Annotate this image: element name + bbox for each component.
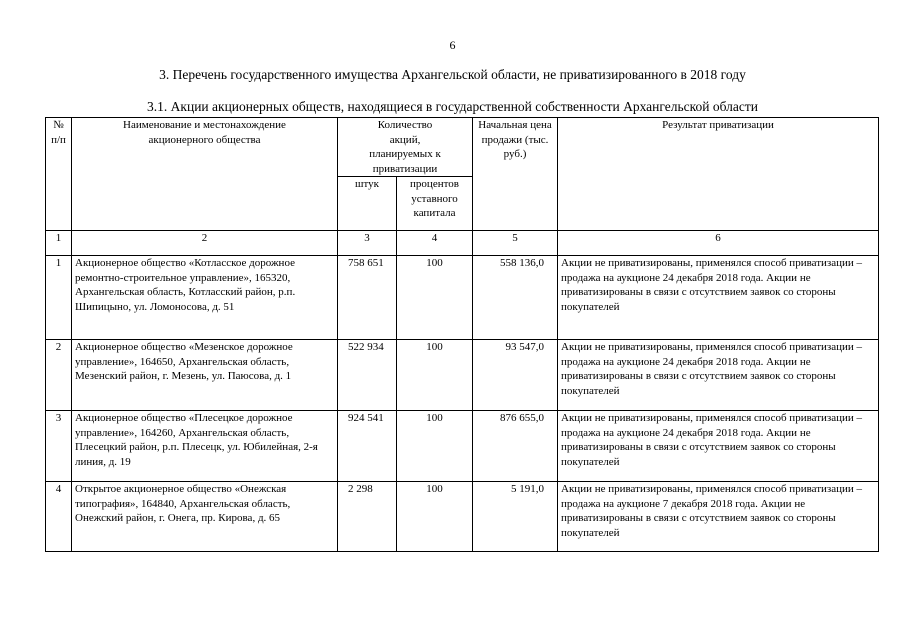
column-number: 1 — [46, 231, 72, 256]
row-company-name: Акционерное общество «Плесецкое дорожное управление», 164260, Архангельская область, Плесецкий район, р.п. Плесецк, ул. Юбилейная, 2-я линия, д. 19 — [72, 411, 338, 482]
header-price: Начальная цена продажи (тыс. руб.) — [473, 118, 558, 231]
header-quantity-text: Количество акций, планируемых к приватизации — [369, 119, 441, 175]
row-result: Акции не приватизированы, применялся способ приватизации – продажа на аукционе 24 декабря 2018 года. Акции не приватизированы в связи с отсутствием заявок со стороны покупателей — [558, 256, 879, 340]
row-shares: 758 651 — [338, 256, 397, 340]
row-num: 1 — [46, 256, 72, 340]
header-quantity — [338, 118, 473, 177]
table-row — [46, 482, 879, 552]
row-shares: 924 541 — [338, 411, 397, 482]
row-shares: 2 298 — [338, 482, 397, 552]
column-number: 4 — [397, 231, 473, 256]
column-number: 6 — [558, 231, 879, 256]
row-num: 4 — [46, 482, 72, 552]
row-company-name: Открытое акционерное общество «Онежская типография», 164840, Архангельская область, Онежский район, г. Онега, пр. Кирова, д. 65 — [72, 482, 338, 552]
row-percent: 100 — [397, 256, 473, 340]
page-number: 6 — [449, 38, 456, 52]
header-result: Результат приватизации — [558, 118, 879, 231]
row-company-name: Акционерное общество «Котласское дорожное ремонтно-строительное управление», 165320, Архангельская область, Котласский район, р.п. Шипицыно, ул. Ломоносова, д. 51 — [72, 256, 338, 340]
table-row — [46, 411, 879, 482]
header-name-text: Наименование и местонахождение акционерного общества — [123, 119, 286, 146]
row-shares: 522 934 — [338, 340, 397, 411]
table-row — [46, 256, 879, 340]
row-company-name: Акционерное общество «Мезенское дорожное управление», 164650, Архангельская область, Мезенский район, г. Мезень, ул. Паюсова, д. 1 — [72, 340, 338, 411]
header-percent-text: процентов уставного капитала — [410, 178, 459, 219]
subsection-title: 3.1. Акции акционерных обществ, находящиеся в государственной собственности Архангельской области — [147, 99, 758, 114]
row-price: 558 136,0 — [473, 256, 558, 340]
table-row — [46, 340, 879, 411]
column-number: 2 — [72, 231, 338, 256]
column-number-row — [46, 231, 879, 256]
section-title: 3. Перечень государственного имущества Архангельской области, не приватизированного в 2018 году — [159, 67, 746, 82]
row-result: Акции не приватизированы, применялся способ приватизации – продажа на аукционе 24 декабря 2018 года. Акции не приватизированы в связи с отсутствием заявок со стороны покупателей — [558, 340, 879, 411]
header-num: № п/п — [46, 118, 72, 231]
row-num: 3 — [46, 411, 72, 482]
header-name — [72, 118, 338, 231]
header-percent — [397, 177, 473, 231]
row-percent: 100 — [397, 340, 473, 411]
row-num: 2 — [46, 340, 72, 411]
row-result: Акции не приватизированы, применялся способ приватизации – продажа на аукционе 7 декабря 2018 года. Акции не приватизированы в связи с отсутствием заявок со стороны покупателей — [558, 482, 879, 552]
row-price: 5 191,0 — [473, 482, 558, 552]
row-percent: 100 — [397, 482, 473, 552]
row-result: Акции не приватизированы, применялся способ приватизации – продажа на аукционе 24 декабря 2018 года. Акции не приватизированы в связи с отсутствием заявок со стороны покупателей — [558, 411, 879, 482]
row-percent: 100 — [397, 411, 473, 482]
shares-table — [45, 117, 879, 552]
column-number: 3 — [338, 231, 397, 256]
header-pieces: штук — [338, 177, 397, 231]
column-number: 5 — [473, 231, 558, 256]
row-price: 876 655,0 — [473, 411, 558, 482]
row-price: 93 547,0 — [473, 340, 558, 411]
